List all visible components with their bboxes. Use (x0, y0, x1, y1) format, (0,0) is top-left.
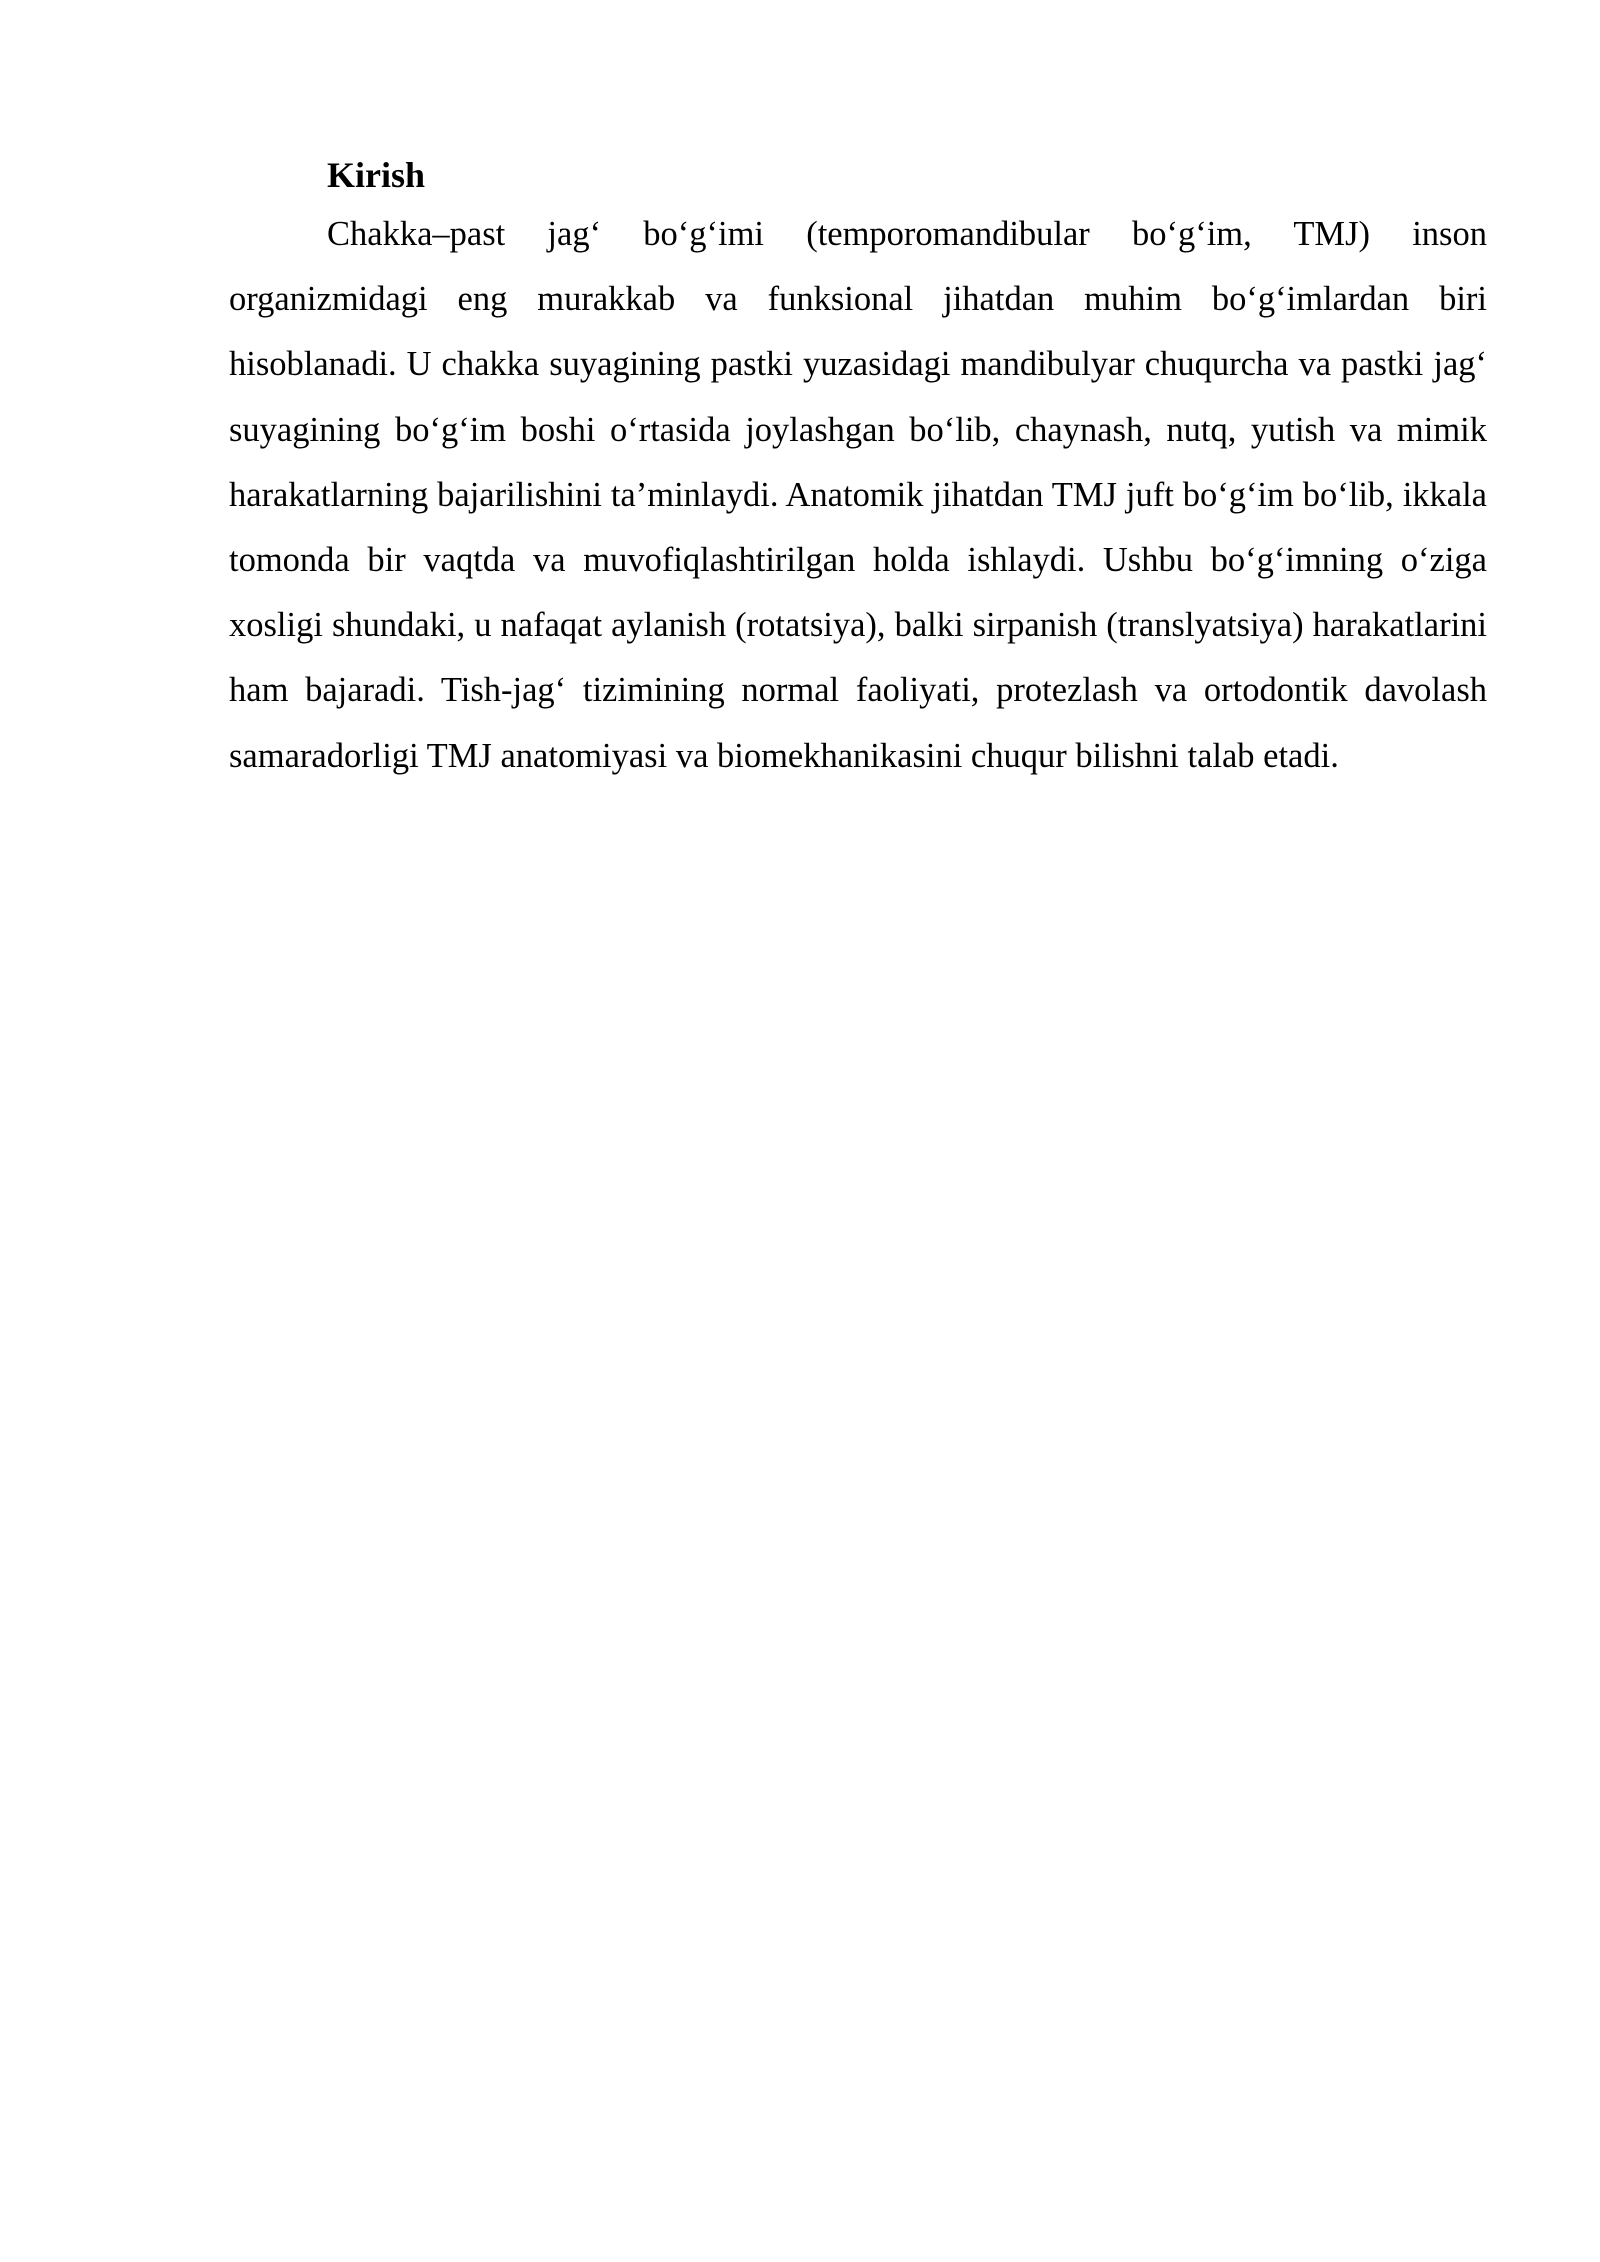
body-paragraph: Chakka–past jag‘ bo‘g‘imi (temporomandibular bo‘g‘im, TMJ) inson organizmidagi eng murakkab va funksional jihatdan muhim bo‘g‘imlardan biri hisoblanadi. U chakka suyagining pastki yuzasidagi mandibulyar chuqurcha va pastki jag‘ suyagining bo‘g‘im boshi o‘rtasida joylashgan bo‘lib, chaynash, nutq, yutish va mimik harakatlarning bajarilishini ta’minlaydi. Anatomik jihatdan TMJ juft bo‘g‘im bo‘lib, ikkala tomonda bir vaqtda va muvofiqlashtirilgan holda ishlaydi. Ushbu bo‘g‘imning o‘ziga xosligi shundaki, u nafaqat aylanish (rotatsiya), balki sirpanish (translyatsiya) harakatlarini ham bajaradi. Tish-jag‘ tizimining normal faoliyati, protezlash va ortodontik davolash samaradorligi TMJ anatomiyasi va biomekhanikasini chuqur bilishni talab etadi. (229, 215, 1487, 775)
section-heading: Kirish (327, 155, 426, 195)
document-content (229, 148, 1487, 789)
